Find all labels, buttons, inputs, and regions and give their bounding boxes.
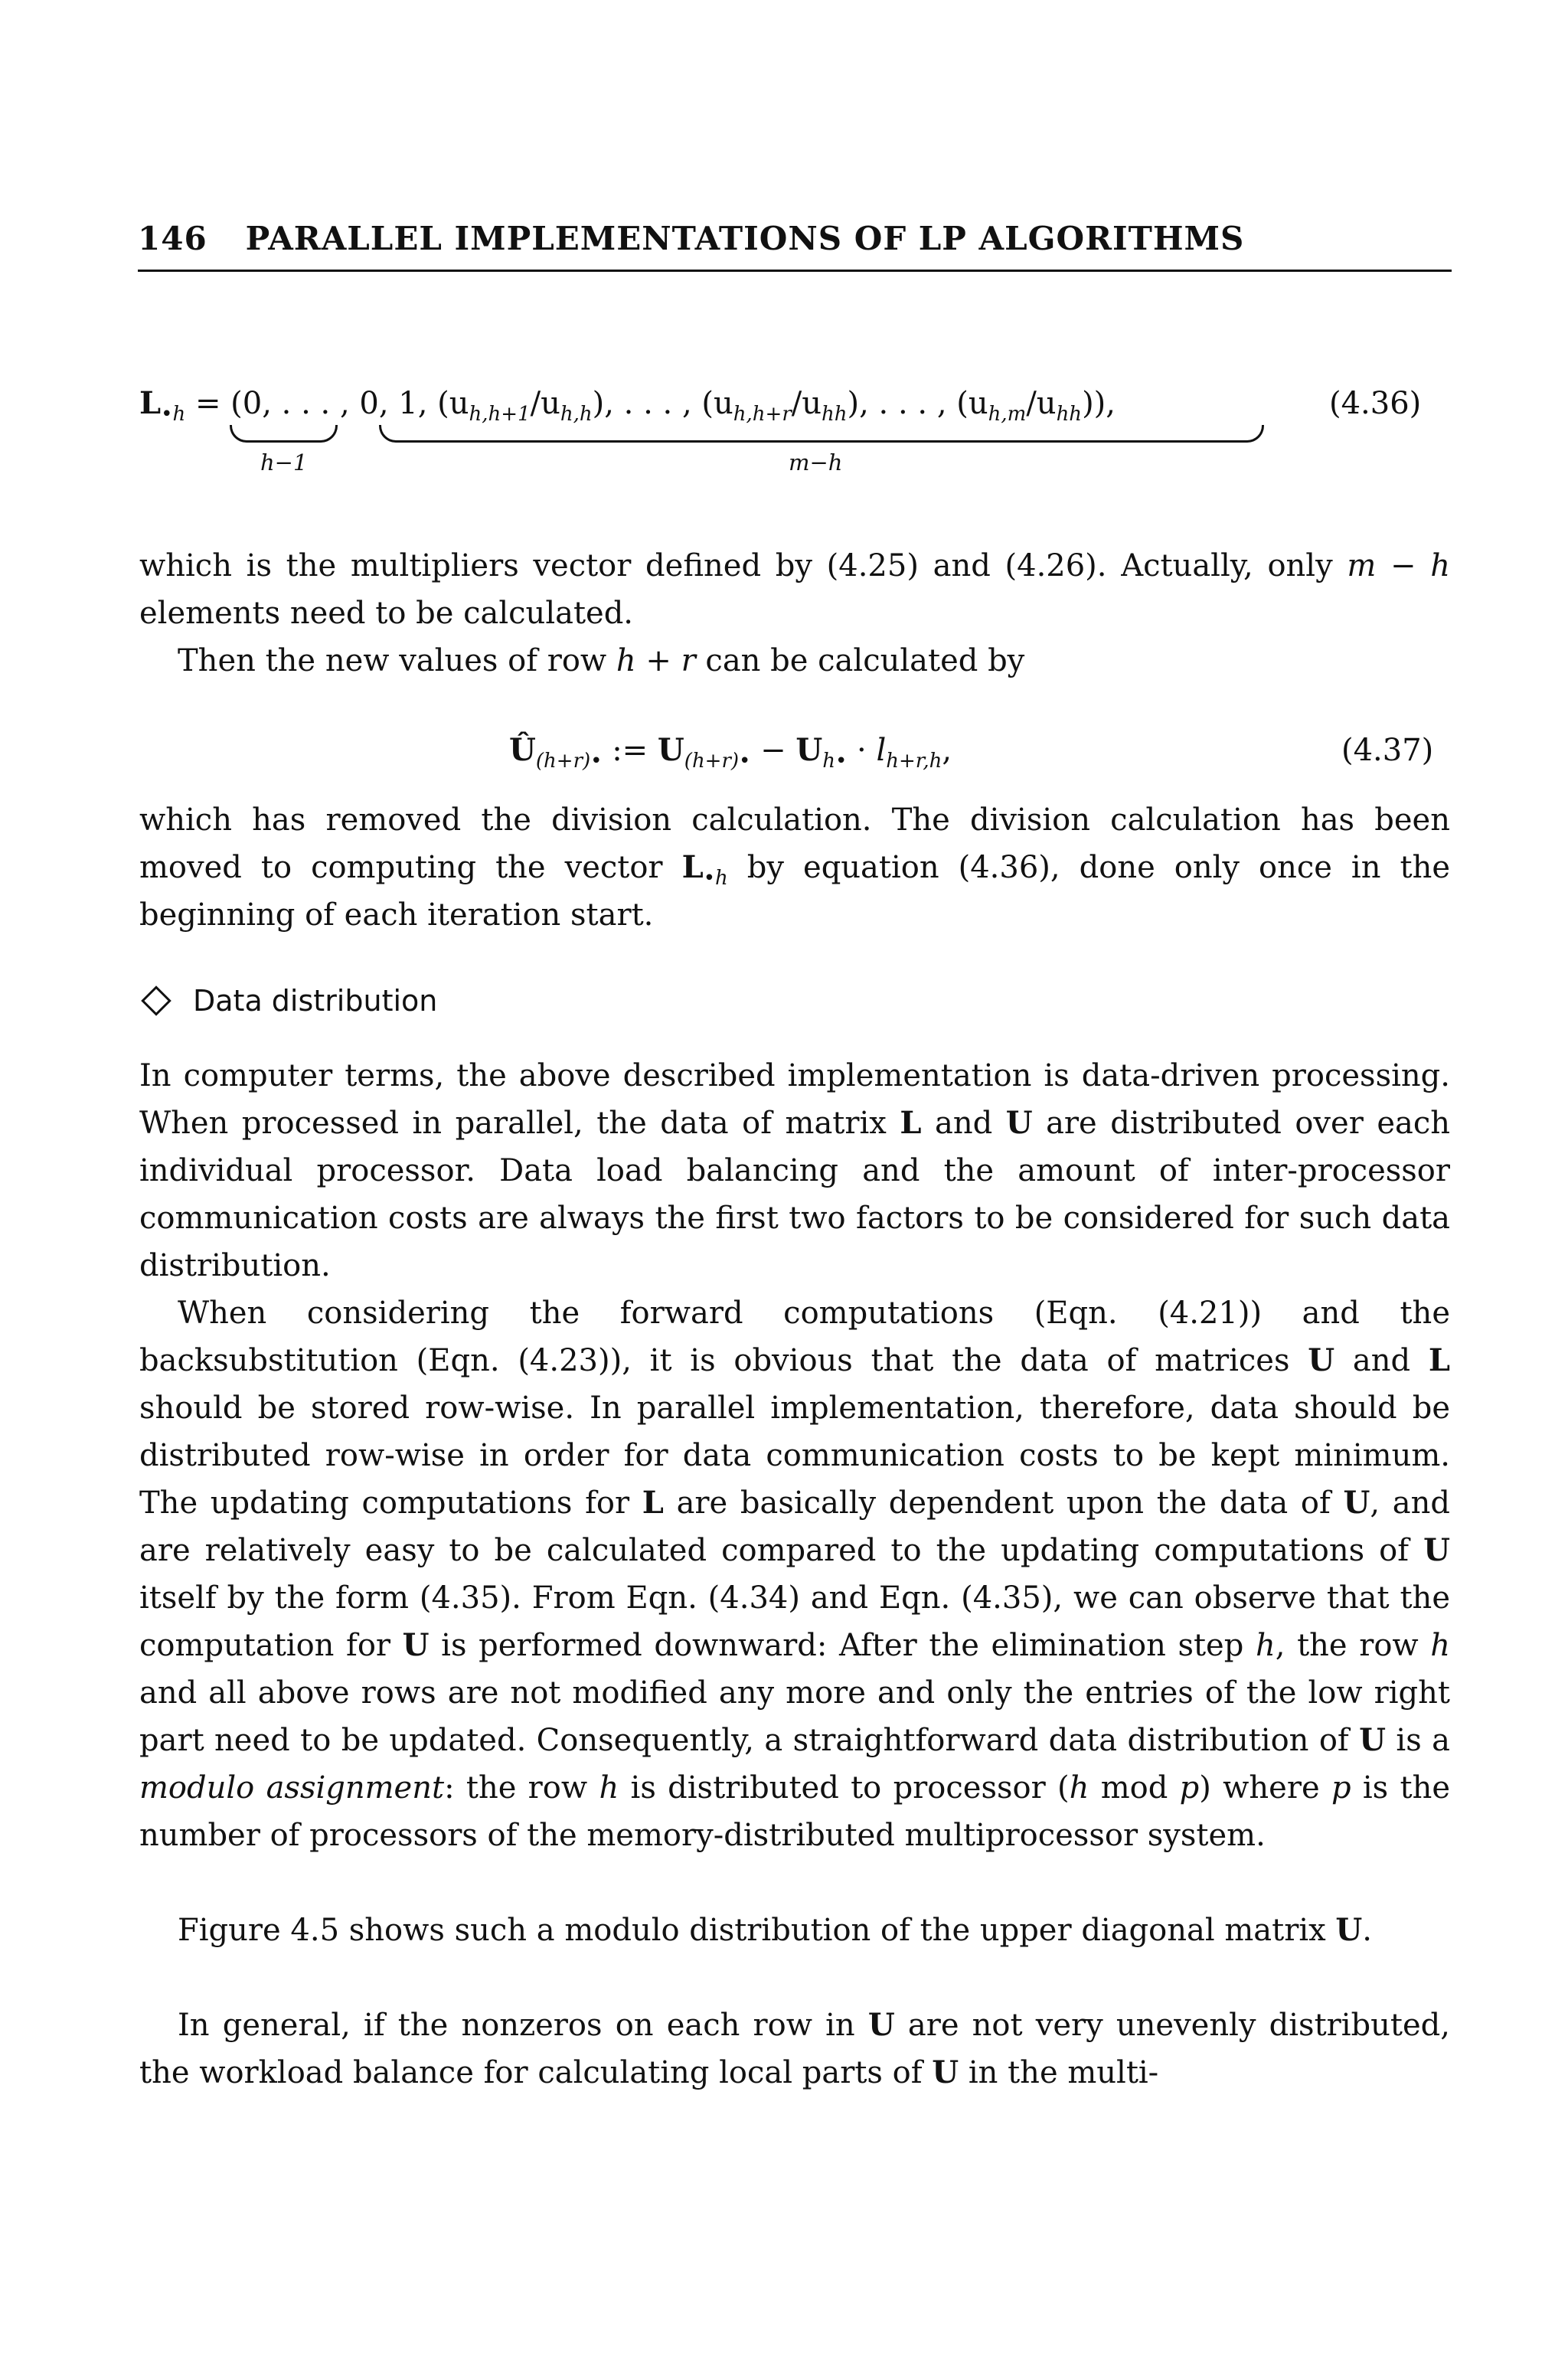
running-title: PARALLEL IMPLEMENTATIONS OF LP ALGORITHMS xyxy=(245,220,1245,257)
paragraph-6: Figure 4.5 shows such a modulo distribution of the upper diagonal matrix U. xyxy=(178,1912,1373,1948)
equation-number-4-36: (4.36) xyxy=(1329,386,1422,421)
header-rule xyxy=(138,270,1452,272)
underbrace-label-right: m−h xyxy=(789,449,843,476)
running-header xyxy=(138,220,1452,258)
paragraph-2: Then the new values of row h + r can be calculated by xyxy=(178,643,1025,678)
section-heading xyxy=(139,982,437,1020)
underbrace-left xyxy=(230,425,338,443)
paragraph-3: which has removed the division calculation. The division calculation has been moved to computing the vector $L_{•h}$ by equation (4.36), done only once in the beginning of each iteration start. xyxy=(139,802,1451,933)
emphasis-modulo-assignment: modulo assignment xyxy=(139,1770,445,1806)
equation-number-4-37: (4.37) xyxy=(1341,733,1434,768)
equation-4-36: $L_{•h} = (0$, . . . , 0, 1, $(u_{h,h+1}/u_{h,h})$, . . . , $(u_{h,h+r}/u_{hh})$, . . . , $(u_{h,m}/u_{hh})$), xyxy=(139,385,1116,426)
section-title: Data distribution xyxy=(193,984,438,1018)
zeros-group: (0, . . . , 0, xyxy=(230,386,389,421)
paragraph-5: When considering the forward computations (Eqn. (4.21)) and the backsubstitution (Eqn. (4.23)), it is obvious that the data of matrices U and L should be stored row-wise. In parallel implementation, therefore, data should be distributed row-wise in order for data communication costs to be kept minimum. The updating computations for L are basically dependent upon the data of U, and are relatively easy to be calculated compared to the updating computations of U itself by the form (4.35). From Eqn. (4.34) and Eqn. (4.35), we can observe that the computation for U is performed downward: After the elimination step h, the row h and all above rows are not modified any more and only the entries of the low right part need to be updated. Consequently, a straightforward data distribution of U is a modulo assignment: the row h is distributed to processor (h mod p) where p is the number of processors of the memory-distributed multiprocessor system. xyxy=(139,1296,1451,1853)
page-number: 146 xyxy=(138,220,207,257)
paragraph-7: In general, if the nonzeros on each row in U are not very unevenly distributed, the workload balance for calculating local parts of U in the multi- xyxy=(139,2007,1450,2090)
equation-4-37: $Û_{(h+r)•}$ := $U_{(h+r)•} - U_{h•} \cdot l_{h+r,h}$, xyxy=(509,732,952,773)
underbrace-right xyxy=(379,425,1264,443)
paragraph-4: In computer terms, the above described implementation is data-driven processing. When processed in parallel, the data of matrix L and U are distributed over each individual processor. Data load balancing and the amount of inter-processor communication costs are always the first two factors to be considered for such data distribution. xyxy=(139,1058,1450,1283)
paragraph-1: which is the multipliers vector defined by (4.25) and (4.26). Actually, only m − h elements need to be calculated. xyxy=(139,548,1450,631)
diamond-icon xyxy=(141,985,172,1016)
multiplier-group: $(u_{h,h+1}/u_{h,h})$, . . . , $(u_{h,h+r}/u_{hh})$, . . . , $(u_{h,m}/u_{hh})$), xyxy=(437,386,1116,426)
underbrace-label-left: h−1 xyxy=(260,449,308,476)
